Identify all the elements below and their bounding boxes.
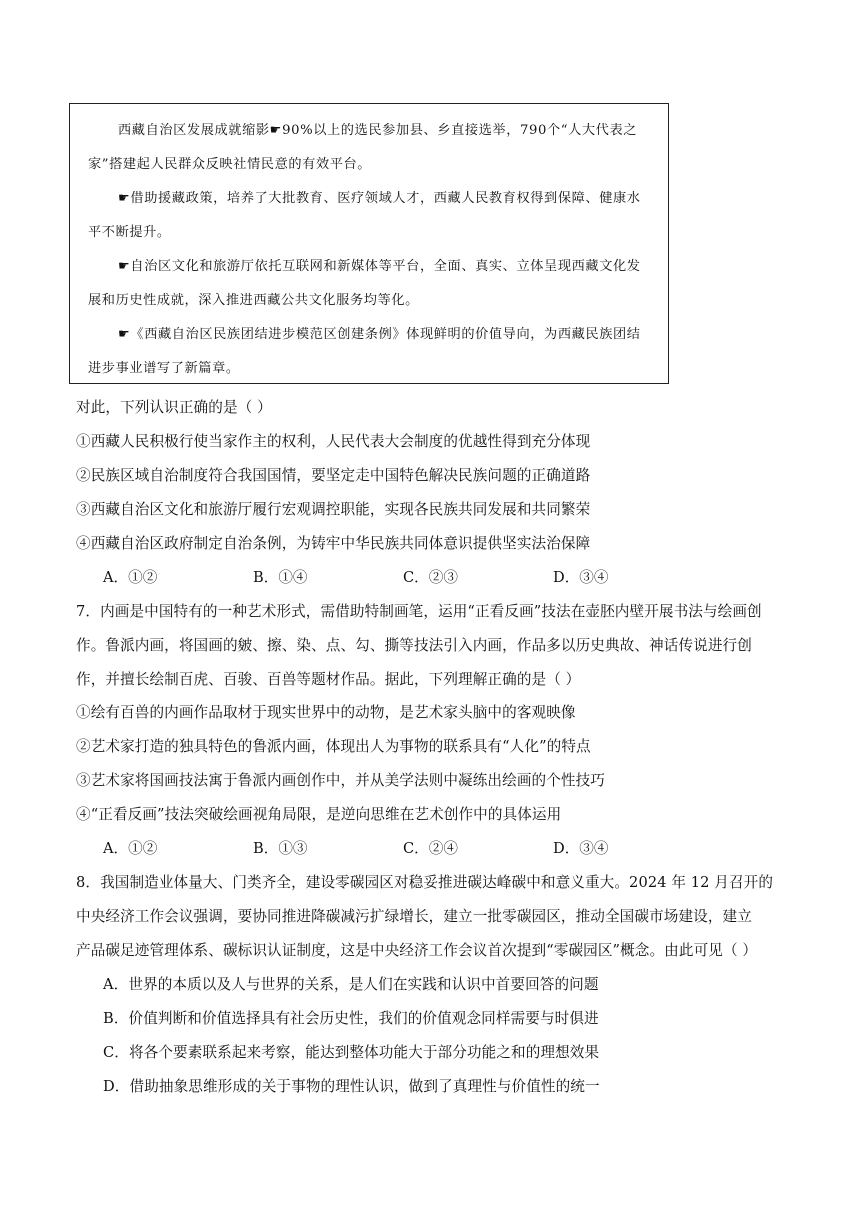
question-8-option-b: B．价值判断和价值选择具有社会历史性，我们的价值观念同样需要与时俱进: [103, 1010, 599, 1027]
question-8-option-c: C．将各个要素联系起来考察，能达到整体功能大于部分功能之和的理想效果: [103, 1044, 600, 1061]
question-6-statement: ②民族区域自治制度符合我国国情，要坚定走中国特色解决民族问题的正确道路: [76, 467, 591, 484]
question-7-stem-line: 作，并擅长绘制百虎、百骏、百兽等题材作品。据此，下列理解正确的是（ ）: [76, 671, 581, 688]
option-d: D．③④: [553, 840, 609, 857]
option-d: D．③④: [553, 569, 609, 586]
question-6-stem: 对此，下列认识正确的是（ ）: [76, 399, 272, 416]
question-7-statement: ③艺术家将国画技法寓于鲁派内画创作中，并从美学法则中凝练出绘画的个性技巧: [76, 772, 605, 789]
material-paragraph: ☛自治区文化和旅游厅依托互联网和新媒体等平台，全面、真实、立体呈现西藏文化发展和历史性成就，深入推进西藏公共文化服务均等化。: [88, 259, 641, 308]
option-a: A．①②: [103, 569, 158, 586]
question-6-options: [103, 566, 703, 587]
question-8-option-d: D．借助抽象思维形成的关于事物的理性认识，做到了真理性与价值性的统一: [103, 1078, 600, 1095]
option-b: B．①③: [253, 840, 308, 857]
material-paragraph: 西藏自治区发展成就缩影☛90%以上的选民参加县、乡直接选举，790个“人大代表之家”搭建起人民群众反映社情民意的有效平台。: [88, 123, 638, 172]
question-8-option-a: A．世界的本质以及人与世界的关系，是人们在实践和认识中首要回答的问题: [103, 976, 599, 993]
option-b: B．①④: [253, 569, 308, 586]
option-c: C．②③: [403, 569, 458, 586]
option-a: A．①②: [103, 840, 158, 857]
question-6-statement: ③西藏自治区文化和旅游厅履行宏观调控职能，实现各民族共同发展和共同繁荣: [76, 501, 591, 518]
question-7-stem-line: 作。鲁派内画，将国画的皴、擦、染、点、勾、撕等技法引入内画，作品多以历史典故、神话传说进行创: [76, 637, 752, 654]
question-7-statement: ④“正看反画”技法突破绘画视角局限，是逆向思维在艺术创作中的具体运用: [76, 806, 562, 823]
material-paragraph: ☛借助援藏政策，培养了大批教育、医疗领域人才，西藏人民教育权得到保障、健康水平不断提升。: [88, 191, 641, 240]
material-paragraph: ☛《西藏自治区民族团结进步模范区创建条例》体现鲜明的价值导向，为西藏民族团结进步事业谱写了新篇章。: [88, 327, 641, 376]
question-8-stem-line: 中央经济工作会议强调，要协同推进降碳减污扩绿增长，建立一批零碳园区，推动全国碳市场建设，建立: [76, 908, 752, 925]
question-8-stem-line: 8．我国制造业体量大、门类齐全，建设零碳园区对稳妥推进碳达峰碳中和意义重大。2024 年 12 月召开的: [76, 874, 774, 891]
question-6-statement: ④西藏自治区政府制定自治条例，为铸牢中华民族共同体意识提供坚实法治保障: [76, 535, 591, 552]
option-c: C．②④: [403, 840, 458, 857]
question-7-statement: ①绘有百兽的内画作品取材于现实世界中的动物，是艺术家头脑中的客观映像: [76, 704, 576, 721]
question-7-options: [103, 837, 703, 858]
material-box: [69, 103, 669, 384]
question-7-stem-line: 7．内画是中国特有的一种艺术形式，需借助特制画笔，运用“正看反画”技法在壶胚内壁开展书法与绘画创: [76, 603, 762, 620]
question-8-stem-line: 产品碳足迹管理体系、碳标识认证制度，这是中央经济工作会议首次提到“零碳园区”概念。由此可见（ ）: [76, 942, 758, 959]
question-6-statement: ①西藏人民积极行使当家作主的权利，人民代表大会制度的优越性得到充分体现: [76, 433, 591, 450]
question-7-statement: ②艺术家打造的独具特色的鲁派内画，体现出人为事物的联系具有“人化”的特点: [76, 738, 591, 755]
